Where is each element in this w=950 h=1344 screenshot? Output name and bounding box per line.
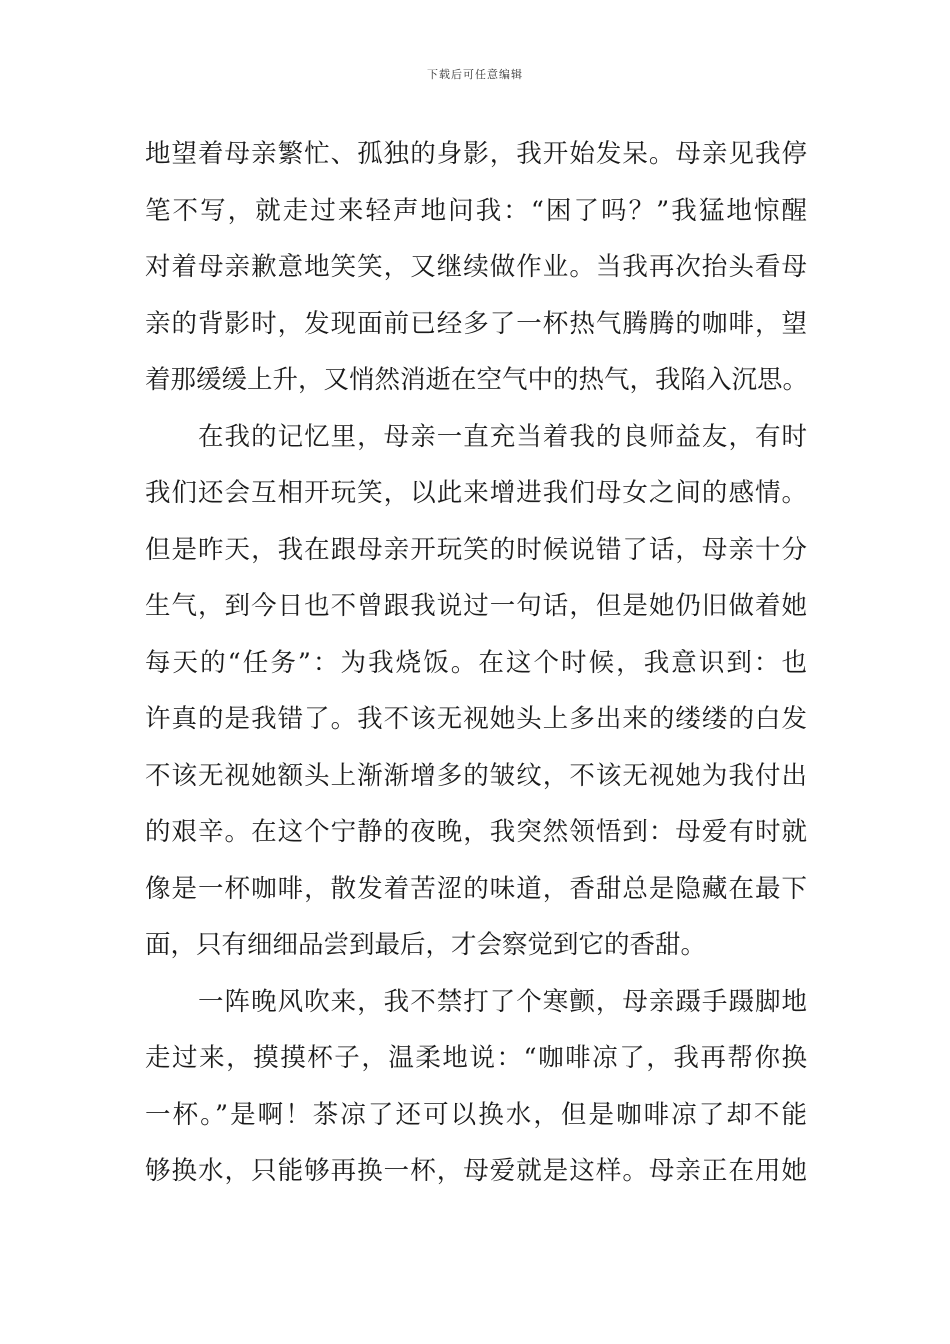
- text-line: 走过来，摸摸杯子，温柔地说：“咖啡凉了，我再帮你换: [145, 1043, 807, 1073]
- text-line: 的艰辛。在这个宁静的夜晚，我突然领悟到：母爱有时就: [145, 817, 807, 847]
- text-line: 但是昨天，我在跟母亲开玩笑的时候说错了话，母亲十分: [145, 534, 807, 565]
- text-line: 在我的记忆里，母亲一直充当着我的良师益友，有时: [145, 421, 807, 452]
- text-line: 地望着母亲繁忙、孤独的身影，我开始发呆。母亲见我停: [145, 139, 807, 169]
- text-line: 亲的背影时，发现面前已经多了一杯热气腾腾的咖啡，望: [145, 308, 807, 339]
- text-line: 生气，到今日也不曾跟我说过一句话，但是她仍旧做着她: [145, 591, 807, 621]
- text-line: 我们还会互相开玩笑，以此来增进我们母女之间的感情。: [145, 478, 807, 508]
- text-line: 许真的是我错了。我不该无视她头上多出来的缕缕的白发: [145, 704, 807, 734]
- text-line: 一阵晚风吹来，我不禁打了个寒颤，母亲蹑手蹑脚地: [145, 986, 807, 1017]
- text-line: 对着母亲歉意地笑笑，又继续做作业。当我再次抬头看母: [145, 252, 807, 282]
- text-line: 面，只有细细品尝到最后，才会察觉到它的香甜。: [145, 930, 707, 960]
- text-line: 一杯。”是啊！茶凉了还可以换水，但是咖啡凉了却不能: [145, 1099, 807, 1130]
- text-line: 像是一杯咖啡，散发着苦涩的味道，香甜总是隐藏在最下: [145, 873, 807, 904]
- text-line: 着那缓缓上升，又悄然消逝在空气中的热气，我陷入沉思。: [145, 365, 809, 395]
- page-header: 下载后可任意编辑: [427, 68, 523, 81]
- document-body: [145, 126, 807, 1200]
- text-line: 笔不写，就走过来轻声地问我：“困了吗？”我猛地惊醒: [145, 195, 807, 226]
- text-line: 不该无视她额头上渐渐增多的皱纹，不该无视她为我付出: [145, 760, 807, 791]
- text-line: 够换水，只能够再换一杯，母爱就是这样。母亲正在用她: [145, 1156, 807, 1186]
- text-line: 每天的“任务”：为我烧饭。在这个时候，我意识到：也: [145, 647, 807, 678]
